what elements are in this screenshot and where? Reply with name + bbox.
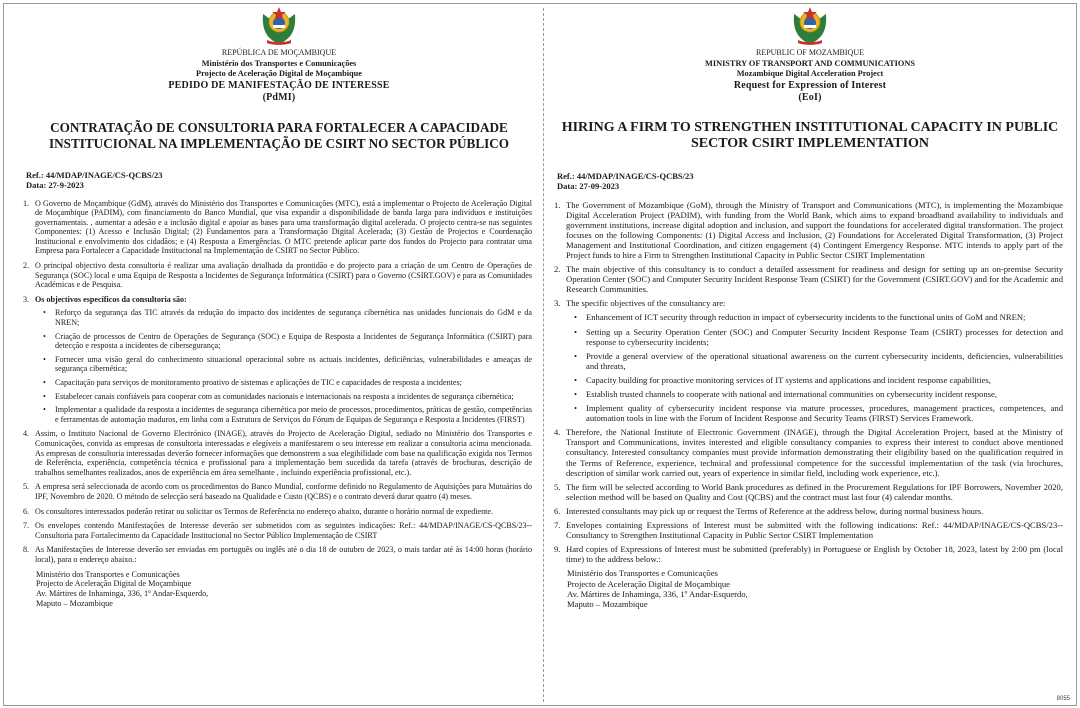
objective-bullet: • Establish trusted channels to cooperate with national and international communities on cybersecurity incident response,: [574, 389, 997, 399]
ministry-name: MINISTRY OF TRANSPORT AND COMMUNICATIONS: [705, 58, 915, 68]
english-column: [554, 0, 1063, 708]
objective-bullet: • Implementar a qualidade da resposta a incidentes de segurança cibernética por meio de processos, procedimentos, práticas de gestão, competências e ferramentas de automação maduros, em linha com a Estrutura de Serviços do Fórum de Equipas de Segurança e Resposta a Incidentes (FIRST): [43, 405, 532, 424]
objective-bullet: • Implement quality of cybersecurity incident response via mature processes, procedures, management practices, competences, and automation tools in line with the Forum of Incident Response and Security Teams (FIRST) Services Framework.: [574, 403, 1063, 424]
mozambique-emblem-icon: [790, 4, 830, 46]
document-abbreviation: (EoI): [798, 91, 822, 103]
document-type: Request for Expression of Interest: [733, 79, 887, 91]
notice-item: 7. Envelopes containing Expressions of Interest must be submitted with the following indications: Ref.: 44/MDAP/INAGE/CS-QCBS/23-- Consultancy to Strengthen Institutional Capacity in Public Sector CSIRT Implementation: [554, 520, 1063, 541]
project-name: Projecto de Aceleração Digital de Moçambique: [196, 69, 362, 78]
notice-item: 5. A empresa será seleccionada de acordo com os procedimentos do Banco Mundial, conforme definido no Regulamento de Aquisições para Mutuários do IPF, Novembro de 2020. O método de selecção será baseado na Qualidade e Custo (QCBS) e o contrato deverá durar quatro (4) meses.: [23, 482, 532, 501]
notice-date: Data: 27-9-2023: [26, 179, 84, 190]
submission-address: Ministério dos Transportes e Comunicações Projecto de Aceleração Digital de Moçambique Av. Mártires de Inhaminga, 336, 1º Andar-Esquerdo, Maputo – Mozambique: [567, 568, 748, 610]
republic-name: REPUBLIC OF MOZAMBIQUE: [755, 48, 864, 57]
notice-item: 3. Os objectivos específicos da consultoria são: • Reforço da segurança das TIC através da redução do impacto dos incidentes de segurança cibernética nas unidades funcionais do GdM e da NREN; • Criação de processos de Centro de Operações de Segurança (SOC) e Equipa de Resposta a Incidentes de Segurança Informática (CSIRT) para detecção e resposta a incidentes de cibersegurança; • Fornecer uma visão geral do conhecimento situacional operacional sobre os actuais incidentes, deficiências, vulnerabilidades e ameaças de segurança cibernética; • Capacitação para serviços de monitoramento proativo de sistemas e aplicações de TIC e capacidades de resposta a incidentes; • Estabelecer canais confiáveis para cooperar com as comunidades nacionais e internacionais na resposta a incidentes de segurança cibernética; • Implementar a qualidade da resposta a incidentes de segurança cibernética por meio de processos, procedimentos, práticas de gestão, competências e ferramentas de automação maduros, em linha com a Estrutura de Serviços do Fórum de Equipas de Segurança e Resposta a Incidentes (FIRST): [23, 294, 532, 424]
notice-item: 7. Os envelopes contendo Manifestações de Interesse deverão ser submetidos com as seguintes indicações: Ref.: 44/MDAP/INAGE/CS-QCBS/23-- Consultoria para Fortalecimento da Capacidade Institucional no Sector Público Implementação de CSIRT: [23, 521, 532, 540]
reference-block: [26, 170, 532, 190]
notice-item: 1. O Governo de Moçambique (GdM), através do Ministério dos Transportes e Comunicações (MTC), está a implementar o Projecto de Aceleração Digital de Moçambique (PADIM), com financiamento do Banco Mundial, que visa expandir a disponibilidade de banda larga para indivíduos e instituições governamentais. , aumentar a adesão e a inclusão digital e apoiar as bases para uma transformação digital acelerada. O projecto centra-se nas seguintes Componentes: (1) Acesso e Inclusão Digital; (2) Fundamentos para a Transformação Digital Acelerada; (3) Gestão de Projectos e Coordenação Institucional e envolvimento dos cidadãos; e (4) Resposta a Emergências. O MTC pretende aplicar parte dos fundos do Projecto para contratar uma Empresa para Fortalecer a Capacidade Institucional na Implementação de CSIRT no Sector Público.: [23, 198, 532, 256]
mozambique-emblem-icon: [259, 4, 299, 46]
project-name: Mozambique Digital Acceleration Project: [736, 69, 884, 78]
notice-item: 2. O principal objectivo desta consultoria é realizar uma avaliação detalhada da prontidão e do projecto para a criação de um Centro de Operações de Segurança (SOC) local e uma Equipa de Resposta a Incidentes de Segurança Informática (CSIRT) para o Governo (CSIRT.GOV) e para as Comunidades Académicas e de Pesquisa.: [23, 261, 532, 290]
footer-code: 8055: [1056, 696, 1070, 702]
notice-items: [554, 199, 1063, 565]
objectives-list: [35, 308, 532, 424]
objective-bullet: • Criação de processos de Centro de Operações de Segurança (SOC) e Equipa de Resposta a Incidentes de Segurança Informática (CSIRT) para detecção e resposta a incidentes de cibersegurança;: [43, 331, 532, 351]
objectives-list: [566, 312, 1063, 423]
notice-title: CONTRATAÇÃO DE CONSULTORIA PARA FORTALECER A CAPACIDADE INSTITUCIONAL NA IMPLEMENTAÇÃO DE CSIRT NO SECTOR PÚBLICO: [48, 119, 510, 151]
ministry-name: Ministério dos Transportes e Comunicações: [201, 58, 357, 68]
objective-bullet: • Provide a general overview of the operational situational awareness on the current cybersecurity incidents, deficiencies, vulnerabilities and threats,: [574, 350, 1063, 371]
objective-bullet: • Estabelecer canais confiáveis para cooperar com as comunidades nacionais e internacionais na resposta a incidentes de segurança cibernética;: [43, 391, 514, 401]
objective-bullet: • Setting up a Security Operation Center (SOC) and Computer Security Incident Response Team (CSIRT) processes for detection and response to cybersecurity incidents;: [574, 326, 1063, 347]
notice-item: 3. The specific objectives of the consultancy are: • Enhancement of ICT security through reduction in impact of cybersecurity incidents to the functional units of GoM and NREN; • Setting up a Security Operation Center (SOC) and Computer Security Incident Response Team (CSIRT) processes for detection and response to cybersecurity incidents; • Provide a general overview of the operational situational awareness on the current cybersecurity incidents, deficiencies, vulnerabilities and threats, • Capacity building for proactive monitoring services of IT systems and applications and incident response capabilities, • Establish trusted channels to cooperate with national and international communities on cybersecurity incident response, • Implement quality of cybersecurity incident response via mature processes, procedures, management practices, competences, and automation tools in line with the Forum of Incident Response and Security Teams (FIRST) Services Framework.: [554, 298, 1063, 424]
column-divider: [543, 8, 544, 702]
reference-block: [557, 171, 1063, 191]
submission-address: Ministério dos Transportes e Comunicações Projecto de Aceleração Digital de Moçambique Av. Mártires de Inhaminga, 336, 1º Andar-Esquerdo, Maputo – Mozambique: [36, 569, 209, 608]
notice-item: 8. As Manifestações de Interesse deverão ser enviadas em português ou inglês até o dia 18 de outubro de 2023, o mais tardar até às 14:00 horas (horário local), para o endereço abaixo.:: [23, 545, 532, 564]
notice-title: HIRING A FIRM TO STRENGTHEN INSTITUTIONAL CAPACITY IN PUBLIC SECTOR CSIRT IMPLEMENTATION: [561, 119, 1059, 151]
notice-item: 6. Interested consultants may pick up or request the Terms of Reference at the address below, during normal business hours.: [554, 505, 984, 516]
notice-date: Data: 27-09-2023: [557, 180, 620, 191]
notice-item: 4. Therefore, the National Institute of Electronic Government (INAGE), through the Digital Acceleration Project, based at the Ministry of Transport and Communications, invites interested and eligible consultancy companies to express their interest to conduct above mentioned consultancy. Interested consultancy companies must provide information demonstrating their eligibility based on the qualification required in the Terms of Reference, experience, technical and professional competence for the successful implementation of the task (via brochures, description of similar work carried out, years of experience in similar field, including work experience, etc.).: [554, 427, 1063, 478]
notice-item: 2. The main objective of this consultancy is to conduct a detailed assessment for readiness and design for setting up an on-premise Security Operation Center (SOC) and Computer Security Incident Response Team (CSIRT) for the Government (CSIRT.GOV) and for the Academic and Research Communities.: [554, 264, 1063, 295]
reference-number: Ref.: 44/MDAP/INAGE/CS-QCBS/23: [557, 170, 694, 181]
portuguese-column: [23, 0, 532, 708]
document-abbreviation: (PdMI): [262, 91, 296, 103]
document-type: PEDIDO DE MANIFESTAÇÃO DE INTERESSE: [168, 79, 390, 91]
notice-item: 5. The firm will be selected according to World Bank procedures as defined in the Procurement Regulations for IPF Borrowers, November 2020, selection method will be based on Quality and Cost (QCBS) and the contract must last four (4) calendar months.: [554, 481, 1063, 502]
objective-bullet: • Reforço da segurança das TIC através da redução do impacto dos incidentes de segurança cibernética nas unidades funcionais do GdM e da NREN;: [43, 308, 532, 328]
objective-bullet: • Enhancement of ICT security through reduction in impact of cybersecurity incidents to the functional units of GoM and NREN;: [574, 312, 1026, 323]
notice-item: 1. The Government of Mozambique (GoM), through the Ministry of Transport and Communications (MTC), is implementing the Mozambique Digital Acceleration Project (PADIM), with funding from the World Bank, which aims to expand broadband availability to individuals and government institutions, increase digital adoption and inclusion, and support the foundations for accelerated digital transformation. The project focuses on the following Components: (1) Digital Access and Inclusion, (2) Foundations for Accelerated Digital Transformation, (3) Project Management and Institutional Coordination, and citizen engagement (4) Contingent Emergency Response. MTC intends to apply part of the Project funds to hire a Firm to Strengthen Institutional Capacity in Public Sector CSIRT Implementation: [554, 199, 1063, 260]
notice-item: 9. Hard copies of Expressions of Interest must be submitted (preferably) in Portuguese or English by October 18, 2023, latest by 2:00 pm (local time) to the address below.:: [554, 544, 1063, 565]
notice-item: 6. Os consultores interessados poderão retirar ou solicitar os Termos de Referência no endereço abaixo, durante o horário normal de expediente.: [23, 506, 493, 516]
objective-bullet: • Capacitação para serviços de monitoramento proativo de sistemas e aplicações de TIC e capacidades de resposta a incidentes;: [43, 378, 462, 387]
objective-bullet: • Fornecer uma visão geral do conhecimento situacional operacional sobre os actuais incidentes, deficiências, vulnerabilidades e ameaças de segurança cibernética;: [43, 354, 532, 374]
republic-name: REPÚBLICA DE MOÇAMBIQUE: [221, 48, 337, 57]
notice-item: 4. Assim, o Instituto Nacional de Governo Electrónico (INAGE), através do Projecto de Aceleração Digital, sediado no Ministério dos Transportes e Comunicações, convida as empresas de consultoria interessadas e elegíveis a manifestarem o seu interesse em realizar a consultoria acima mencionada. As empresas de consultoria interessadas deverão fornecer informações que demonstrem a sua elegibilidade com base na qualificação exigida nos Termos de Referência, experiência, competência técnica e profissional para a implementação bem sucedida da tarefa (através de brochuras, descrição de trabalhos semelhantes realizados, anos de experiência em área semelhante , incluindo experiência profissional, etc.).: [23, 429, 532, 477]
objective-bullet: • Capacity building for proactive monitoring services of IT systems and applications and incident response capabilities,: [574, 374, 991, 385]
notice-items: [23, 198, 532, 565]
reference-number: Ref.: 44/MDAP/INAGE/CS-QCBS/23: [26, 169, 163, 180]
